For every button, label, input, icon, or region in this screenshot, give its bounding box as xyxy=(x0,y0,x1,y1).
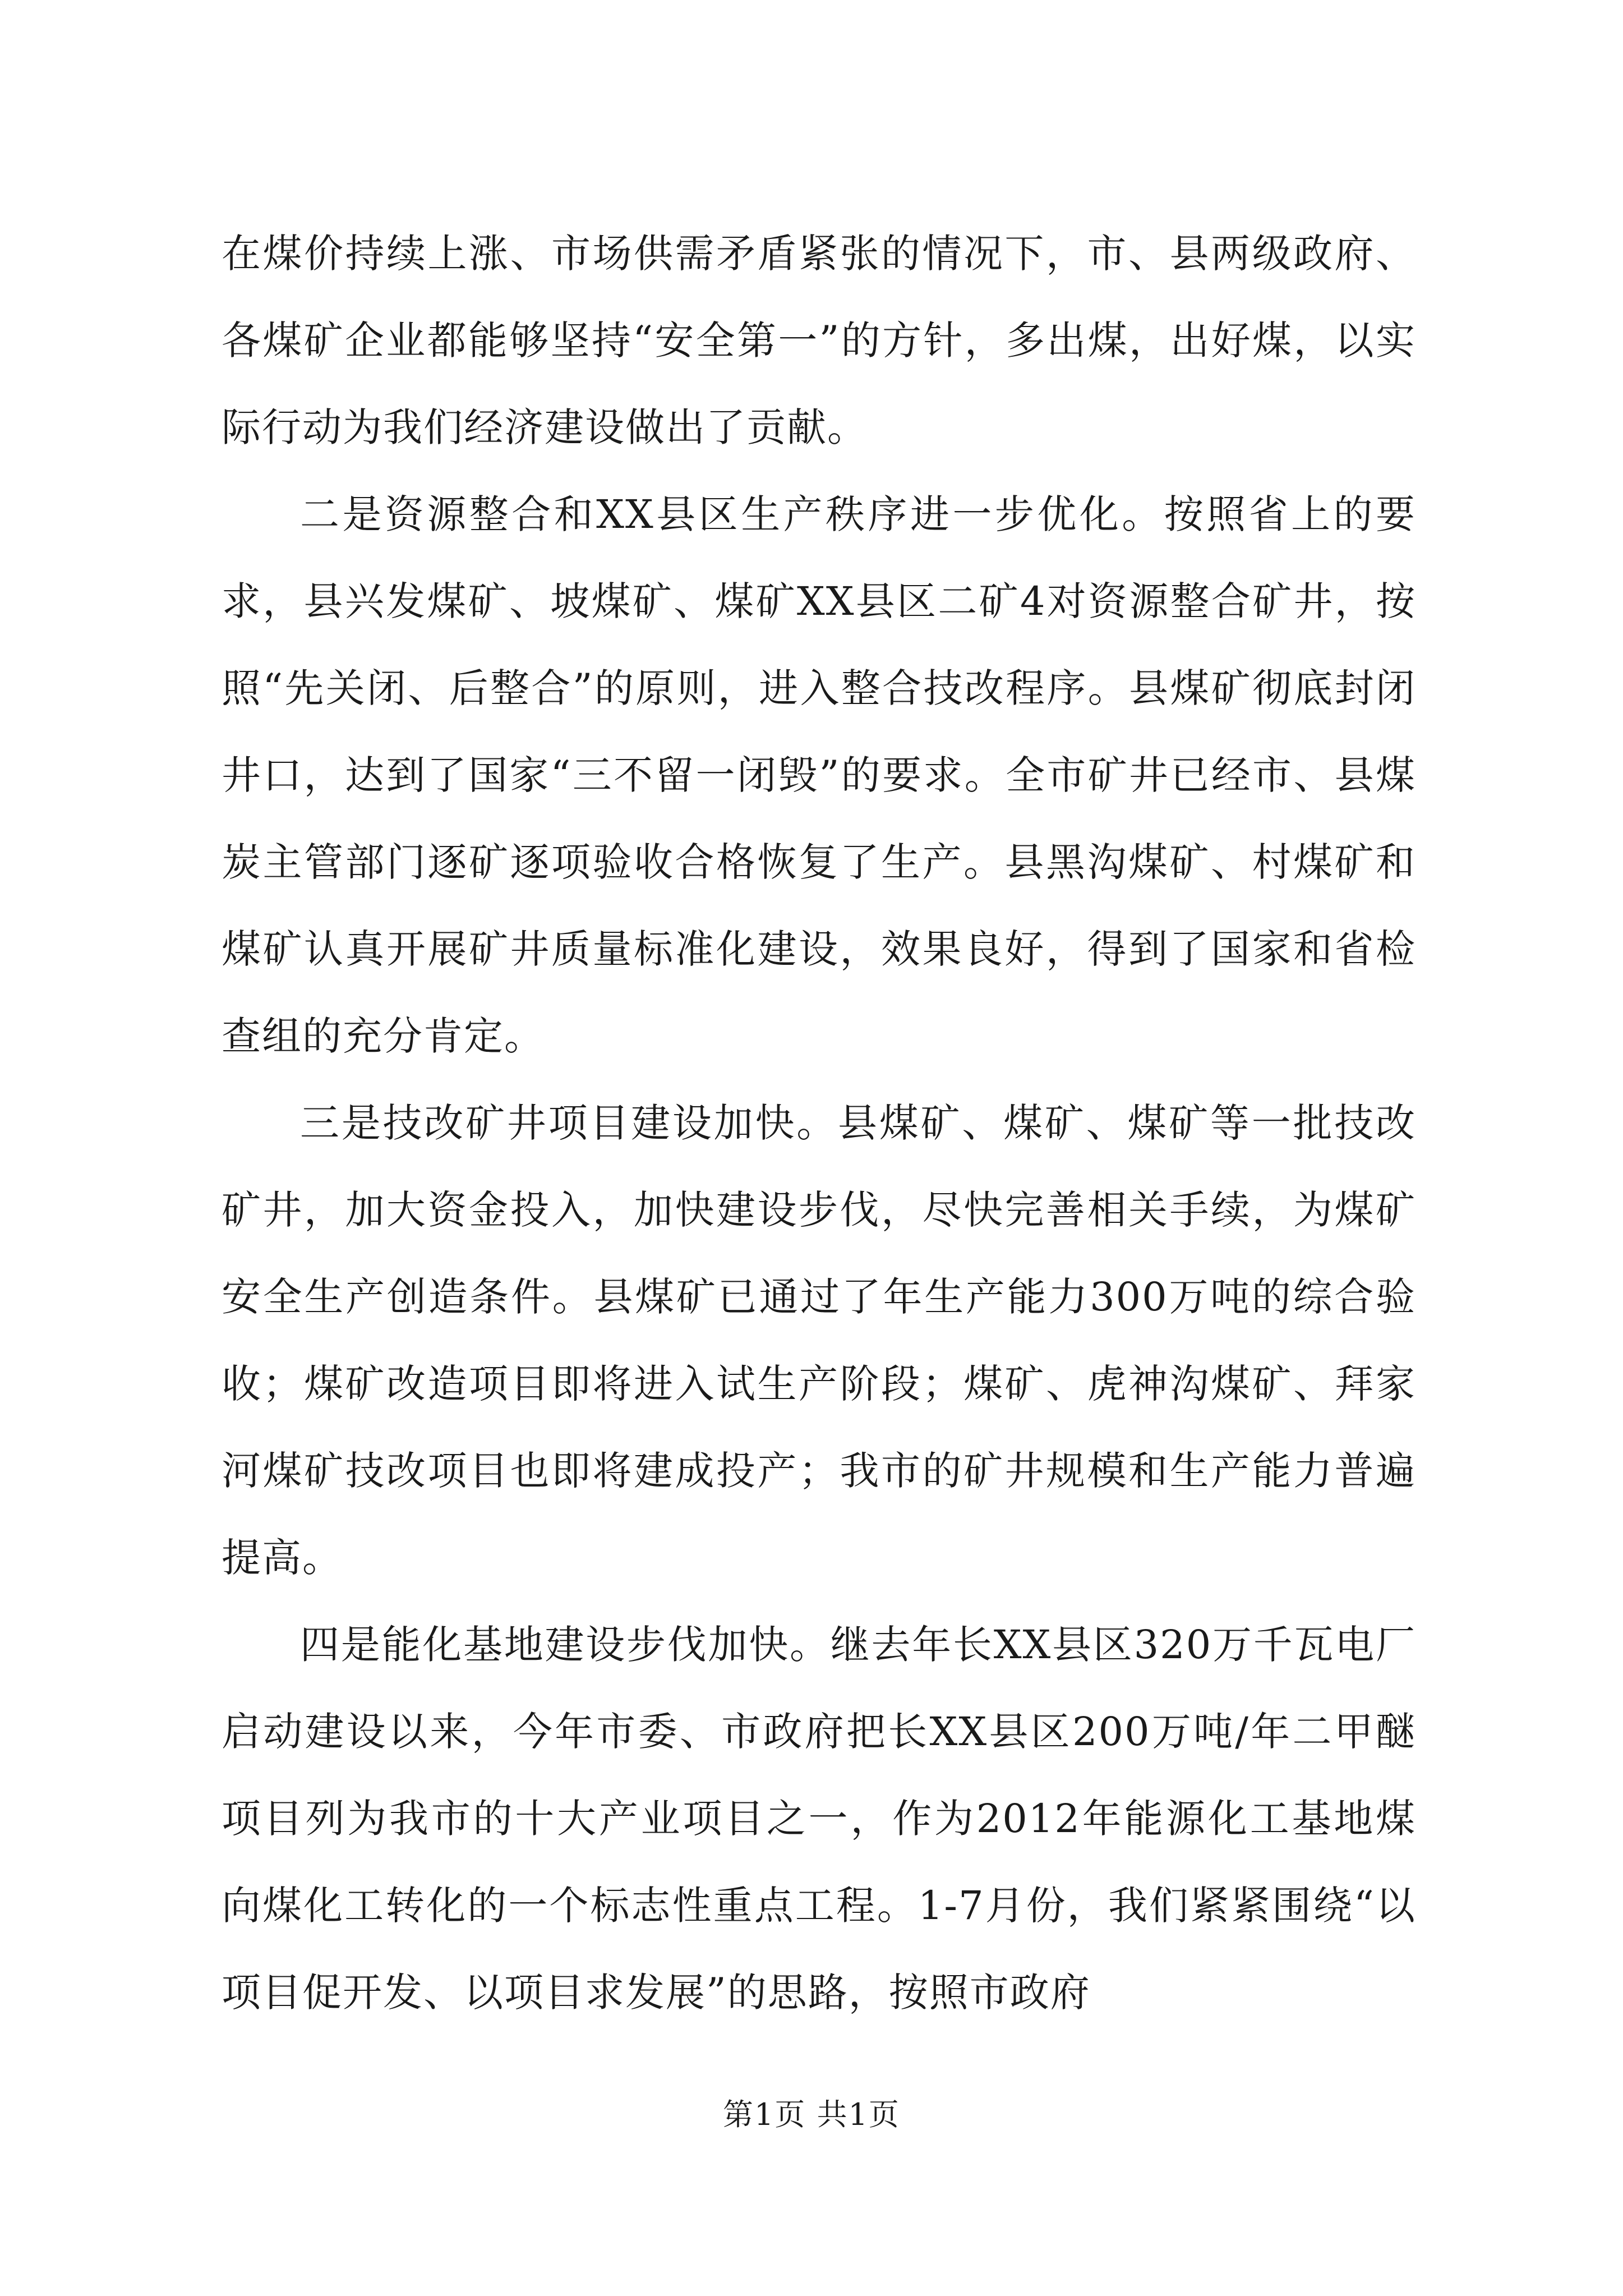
paragraph-1: 在煤价持续上涨、市场供需矛盾紧张的情况下，市、县两级政府、各煤矿企业都能够坚持“安全第一”的方针，多出煤，出好煤，以实际行动为我们经济建设做出了贡献。 xyxy=(222,231,1416,450)
paragraph-4: 四是能化基地建设步伐加快。继去年长XX县区320万千瓦电厂启动建设以来，今年市委、市政府把长XX县区200万吨/年二甲醚项目列为我市的十大产业项目之一，作为2012年能源化工基地煤向煤化工转化的一个标志性重点工程。1-7月份，我们紧紧围绕“以项目促开发、以项目求发展”的思路，按照市政府 xyxy=(222,1622,1416,2016)
paragraph-2: 二是资源整合和XX县区生产秩序进一步优化。按照省上的要求，县兴发煤矿、坡煤矿、煤矿XX县区二矿4对资源整合矿井，按照“先关闭、后整合”的原则，进入整合技改程序。县煤矿彻底封闭井口，达到了国家“三不留一闭毁”的要求。全市矿井已经市、县煤炭主管部门逐矿逐项验收合格恢复了生产。县黑沟煤矿、村煤矿和煤矿认真开展矿井质量标准化建设，效果良好，得到了国家和省检查组的充分肯定。 xyxy=(222,491,1416,1059)
paragraph-3: 三是技改矿井项目建设加快。县煤矿、煤矿、煤矿等一批技改矿井，加大资金投入，加快建设步伐，尽快完善相关手续，为煤矿安全生产创造条件。县煤矿已通过了年生产能力300万吨的综合验收；煤矿改造项目即将进入试生产阶段；煤矿、虎神沟煤矿、拜家河煤矿技改项目也即将建成投产；我市的矿井规模和生产能力普遍提高。 xyxy=(222,1100,1416,1581)
document-body xyxy=(222,210,1416,2036)
page-number-footer: 第1页 共1页 xyxy=(723,2097,900,2132)
